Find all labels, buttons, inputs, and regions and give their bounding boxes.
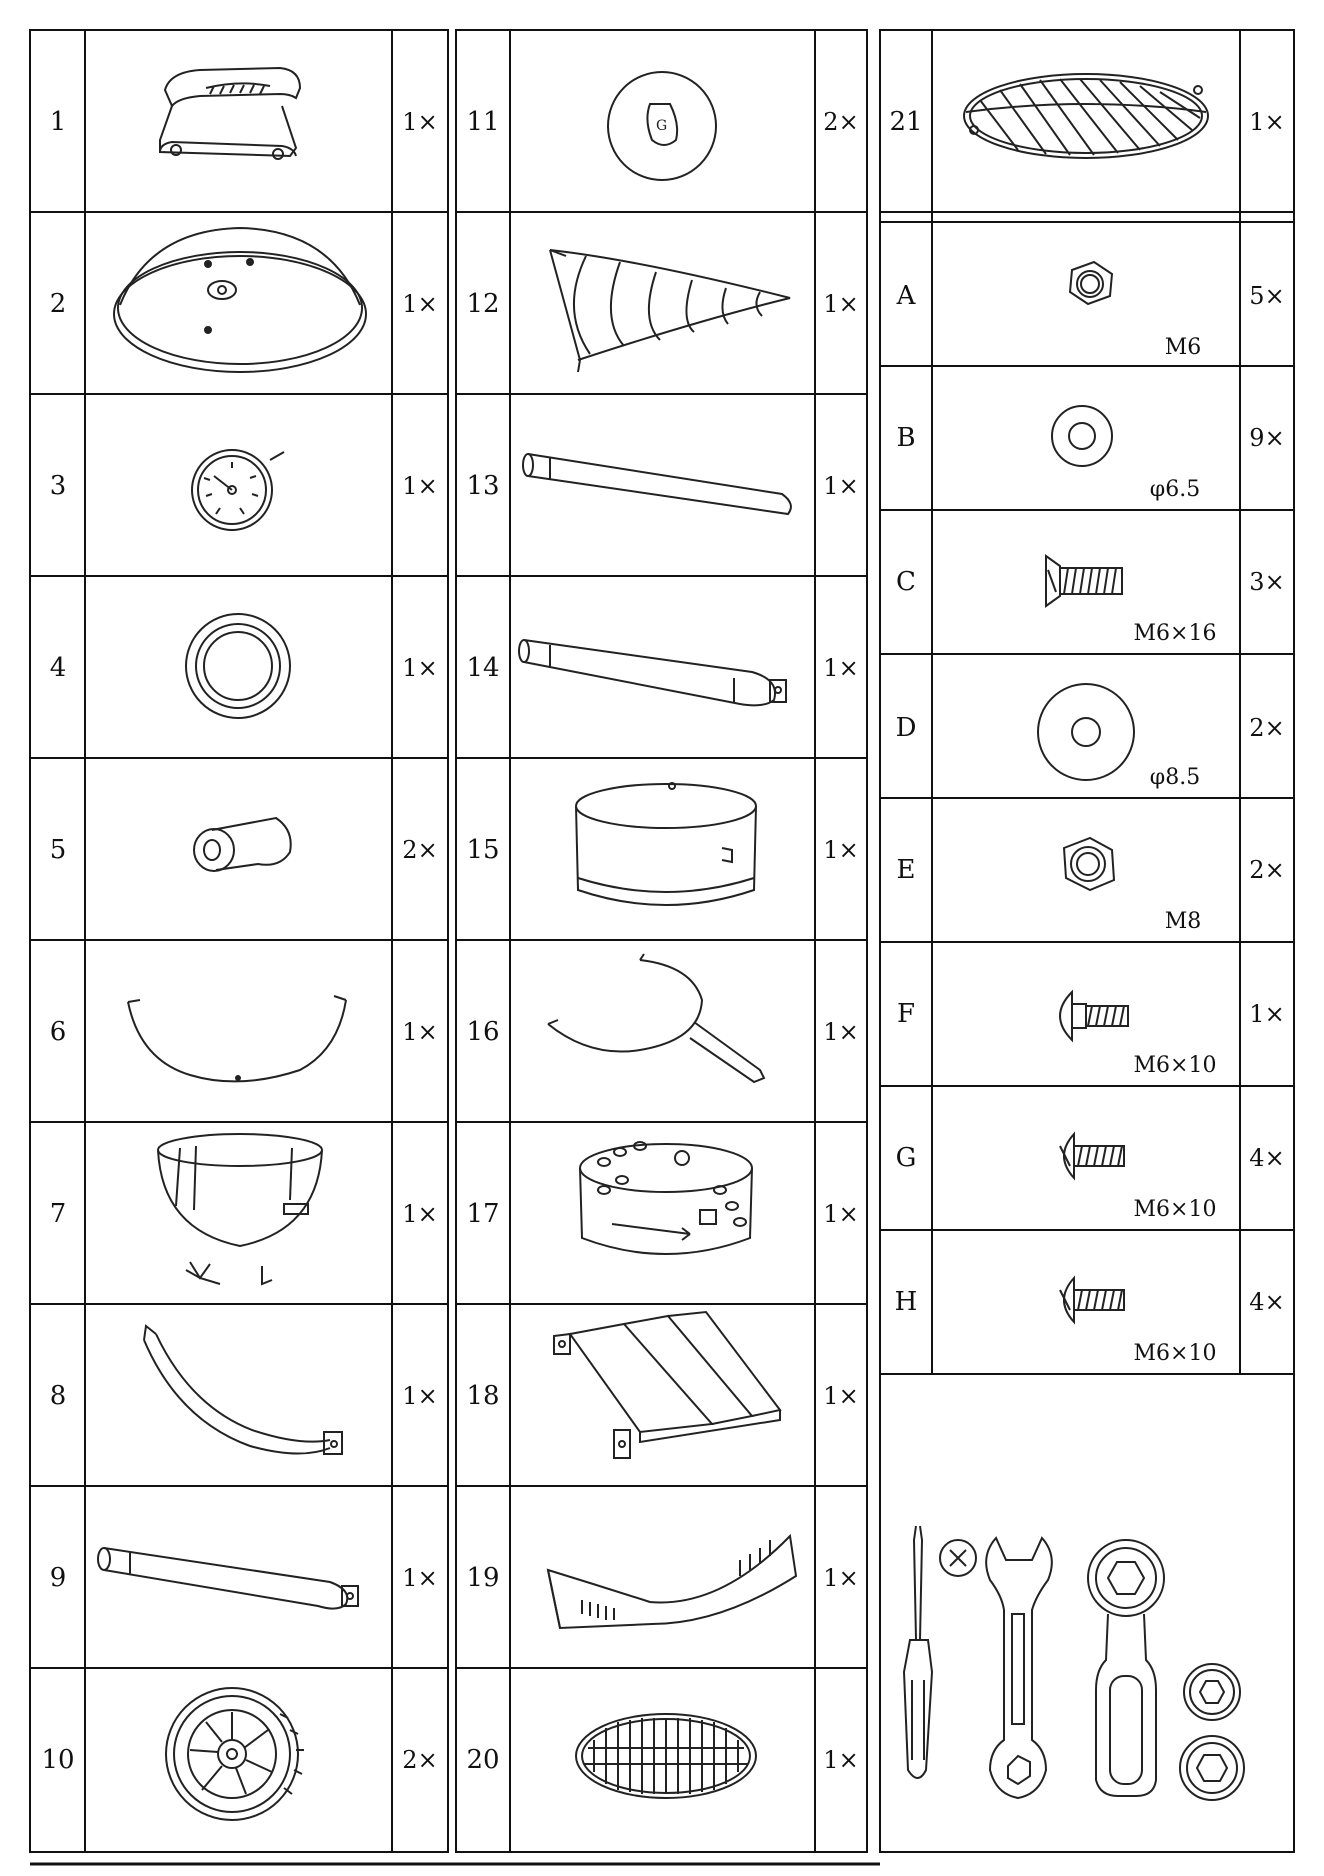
phillips-tip-icon	[940, 1540, 976, 1576]
hardware-quantity: 3×	[1249, 568, 1285, 596]
hardware-spec: M6×10	[1133, 1197, 1217, 1222]
wire-rack-handle-icon	[548, 954, 764, 1082]
part-quantity: 1×	[823, 290, 859, 318]
hardware-spec: φ8.5	[1149, 765, 1201, 790]
part-number: 9	[49, 1563, 67, 1593]
wire-basket-icon	[550, 250, 790, 372]
part-number: 11	[466, 107, 500, 137]
part-number: 20	[466, 1745, 500, 1775]
part-quantity: 1×	[823, 836, 859, 864]
hardware-letter: H	[894, 1287, 918, 1317]
hardware-letter: A	[896, 281, 916, 311]
part-number: 13	[466, 471, 500, 501]
hex-nut-icon	[1070, 262, 1112, 304]
part-quantity: 1×	[402, 1382, 438, 1410]
part-number: 15	[466, 835, 500, 865]
part-number: 8	[49, 1381, 67, 1411]
ash-tray-icon	[548, 1536, 796, 1628]
hardware-quantity: 1×	[1249, 1000, 1285, 1028]
open-wrench-icon	[986, 1538, 1052, 1798]
countersunk-screw-icon	[1046, 556, 1122, 606]
part-number: 5	[49, 835, 67, 865]
hardware-quantity: 4×	[1249, 1144, 1285, 1172]
part-quantity: 1×	[823, 654, 859, 682]
leg-tube-with-bracket-icon	[519, 640, 786, 705]
hardware-letter: G	[895, 1143, 917, 1173]
bowl-icon	[158, 1134, 322, 1284]
part-quantity: 1×	[402, 654, 438, 682]
screwdriver-icon	[904, 1526, 932, 1778]
part-quantity: 1×	[823, 1200, 859, 1228]
part-quantity: 1×	[402, 1564, 438, 1592]
part-number: 4	[49, 653, 67, 683]
lid-handle-icon	[160, 68, 300, 159]
curved-bracket-icon	[144, 1326, 342, 1454]
part-number: 19	[466, 1563, 500, 1593]
hardware-quantity: 9×	[1249, 424, 1285, 452]
leg-tube-icon	[523, 454, 791, 514]
part-quantity: 1×	[823, 1018, 859, 1046]
leg-socket-icon	[194, 818, 291, 871]
hardware-letter: B	[896, 423, 916, 453]
hardware-letter: C	[896, 567, 916, 597]
hex-wrench-icon	[1088, 1540, 1164, 1796]
part-quantity: 2×	[823, 108, 859, 136]
thermometer-icon	[192, 450, 284, 530]
ring-icon	[186, 614, 290, 718]
part-number: 10	[41, 1745, 75, 1775]
part-number: 1	[49, 107, 67, 137]
part-number: 12	[466, 289, 500, 319]
lock-nut-icon	[1064, 838, 1114, 890]
part-number: 16	[466, 1017, 500, 1047]
part-number: 3	[49, 471, 67, 501]
lid-icon	[114, 228, 366, 372]
truss-screw-icon	[1060, 1278, 1124, 1322]
logo-mark: G	[656, 118, 668, 134]
hardware-quantity: 5×	[1249, 282, 1285, 310]
hardware-letter: E	[896, 855, 916, 885]
charcoal-grate-icon	[576, 1714, 756, 1798]
part-quantity: 1×	[1249, 108, 1285, 136]
vented-ring-icon	[580, 1142, 752, 1254]
socket-small-icon	[1184, 1664, 1240, 1720]
hardware-letter: D	[895, 713, 917, 743]
hardware-spec: M6	[1164, 335, 1202, 360]
part-number: 6	[49, 1017, 67, 1047]
hardware-spec: φ6.5	[1149, 477, 1201, 502]
hardware-spec: M6×16	[1133, 621, 1217, 646]
hardware-spec: M6×10	[1133, 1053, 1217, 1078]
part-number: 14	[466, 653, 500, 683]
hardware-spec: M6×10	[1133, 1341, 1217, 1366]
part-quantity: 1×	[402, 1200, 438, 1228]
part-quantity: 1×	[402, 108, 438, 136]
part-quantity: 1×	[823, 1382, 859, 1410]
wheel-icon	[166, 1688, 304, 1820]
part-number: 21	[889, 107, 923, 137]
hardware-letter: F	[896, 999, 916, 1029]
cooking-grate-icon	[964, 74, 1208, 158]
heat-shield-disc-icon	[608, 72, 716, 180]
wire-hanger-icon	[128, 996, 346, 1081]
part-quantity: 2×	[402, 1746, 438, 1774]
truss-screw-icon	[1060, 1134, 1124, 1178]
part-number: 17	[466, 1199, 500, 1229]
leg-tube-icon	[98, 1548, 358, 1609]
part-quantity: 1×	[402, 1018, 438, 1046]
part-number: 7	[49, 1199, 67, 1229]
hardware-quantity: 2×	[1249, 856, 1285, 884]
carriage-bolt-icon	[1060, 992, 1128, 1040]
hardware-quantity: 2×	[1249, 714, 1285, 742]
part-quantity: 1×	[823, 472, 859, 500]
hardware-spec: M8	[1164, 909, 1202, 934]
large-washer-icon	[1038, 684, 1134, 780]
slatted-shelf-icon	[554, 1312, 780, 1458]
part-quantity: 2×	[402, 836, 438, 864]
hardware-quantity: 4×	[1249, 1288, 1285, 1316]
part-quantity: 1×	[402, 290, 438, 318]
part-number: 2	[49, 289, 67, 319]
part-quantity: 1×	[823, 1564, 859, 1592]
part-quantity: 1×	[823, 1746, 859, 1774]
washer-icon	[1052, 406, 1112, 466]
socket-large-icon	[1180, 1736, 1244, 1800]
part-quantity: 1×	[402, 472, 438, 500]
charcoal-ring-icon	[576, 783, 756, 905]
part-number: 18	[466, 1381, 500, 1411]
